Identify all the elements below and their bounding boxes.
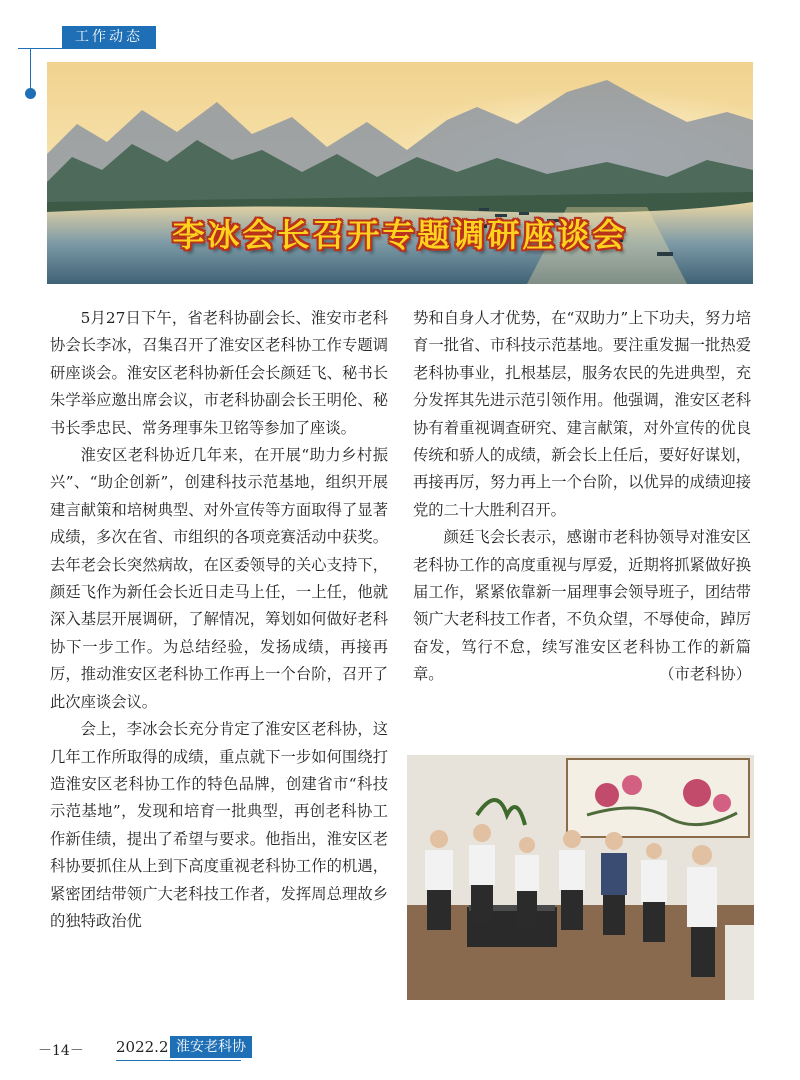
paragraph: 淮安区老科协近几年来，在开展“助力乡村振兴”、“助企创新”，创建科技示范基地，组织开展建言献策和培树典型、对外宣传等方面取得了显著成绩，多次在省、市组织的各项竞赛活动中获奖。去年老会长突然病故，在区委领导的关心支持下，颜廷飞作为新任会长近日走马上任，一上任，他就深入基层开展调研，了解情况，筹划如何做好老科协下一步工作。为总结经验，发扬成绩，再接再厉，推动淮安区老科协工作再上一个台阶，召开了此次座谈会议。 — [50, 446, 388, 711]
paragraph — [413, 524, 751, 688]
page-number: －14－ — [38, 1043, 84, 1059]
paragraph: 会上，李冰会长充分肯定了淮安区老科协，这几年工作所取得的成绩，重点就下一步如何围绕打造淮安区老科协工作的特色品牌，创建省市“科技示范基地”，发现和培育一批典型，再创老科协工作新佳绩，提出了希望与要求。他指出，淮安区老科协要抓住从上到下高度重视老科协工作的机遇，紧密团结带领广大老科技工作者，发挥周总理故乡的独特政治优 — [50, 720, 388, 930]
paragraph: 5月27日下午，省老科协副会长、淮安市老科协会长李冰，召集召开了淮安区老科协工作专题调研座谈会。淮安区老科协新任会长颜廷飞、秘书长朱学举应邀出席会议，市老科协副会长王明伦、秘书长季忠民、常务理事朱卫铭等参加了座谈。 — [50, 309, 388, 437]
side-dot — [25, 88, 36, 99]
paragraph-text: 颜廷飞会长表示，感谢市老科协领导对淮安区老科协工作的高度重视与厚爱，近期将抓紧做好换届工作，紧紧依靠新一届理事会领导班子，团结带领广大老科技工作者，不负众望，不辱使命，踔厉奋发，笃行不怠，续写淮安区老科协工作的新篇章。 — [413, 528, 751, 684]
magazine-name: 淮安老科协 — [170, 1036, 252, 1058]
source-credit: （市老科协） — [659, 665, 751, 684]
meeting-photo — [407, 755, 754, 1000]
side-rule — [30, 48, 31, 92]
section-rule — [18, 48, 156, 49]
paragraph-continued: 势和自身人才优势，在“双助力”上下功夫，努力培育一批省、市科技示范基地。要注重发掘一批热爱老科协事业，扎根基层，服务农民的先进典型，充分发挥其先进示范引领作用。他强调，淮安区老科协有着重视调查研究、建言献策，对外宣传的优良传统和骄人的成绩，新会长上任后，要好好谋划，再接再厉，努力再上一个台阶，以优异的成绩迎接党的二十大胜利召开。 — [413, 309, 751, 519]
page-footer — [0, 1036, 800, 1066]
article-column-right — [413, 305, 751, 689]
section-label: 工作动态 — [62, 26, 156, 48]
footer-rule — [116, 1060, 241, 1061]
article-title: 李冰会长召开专题调研座谈会 — [172, 216, 628, 254]
article-column-left — [50, 305, 388, 935]
issue-number: 2022.2 — [116, 1038, 169, 1056]
title-banner — [47, 62, 753, 284]
